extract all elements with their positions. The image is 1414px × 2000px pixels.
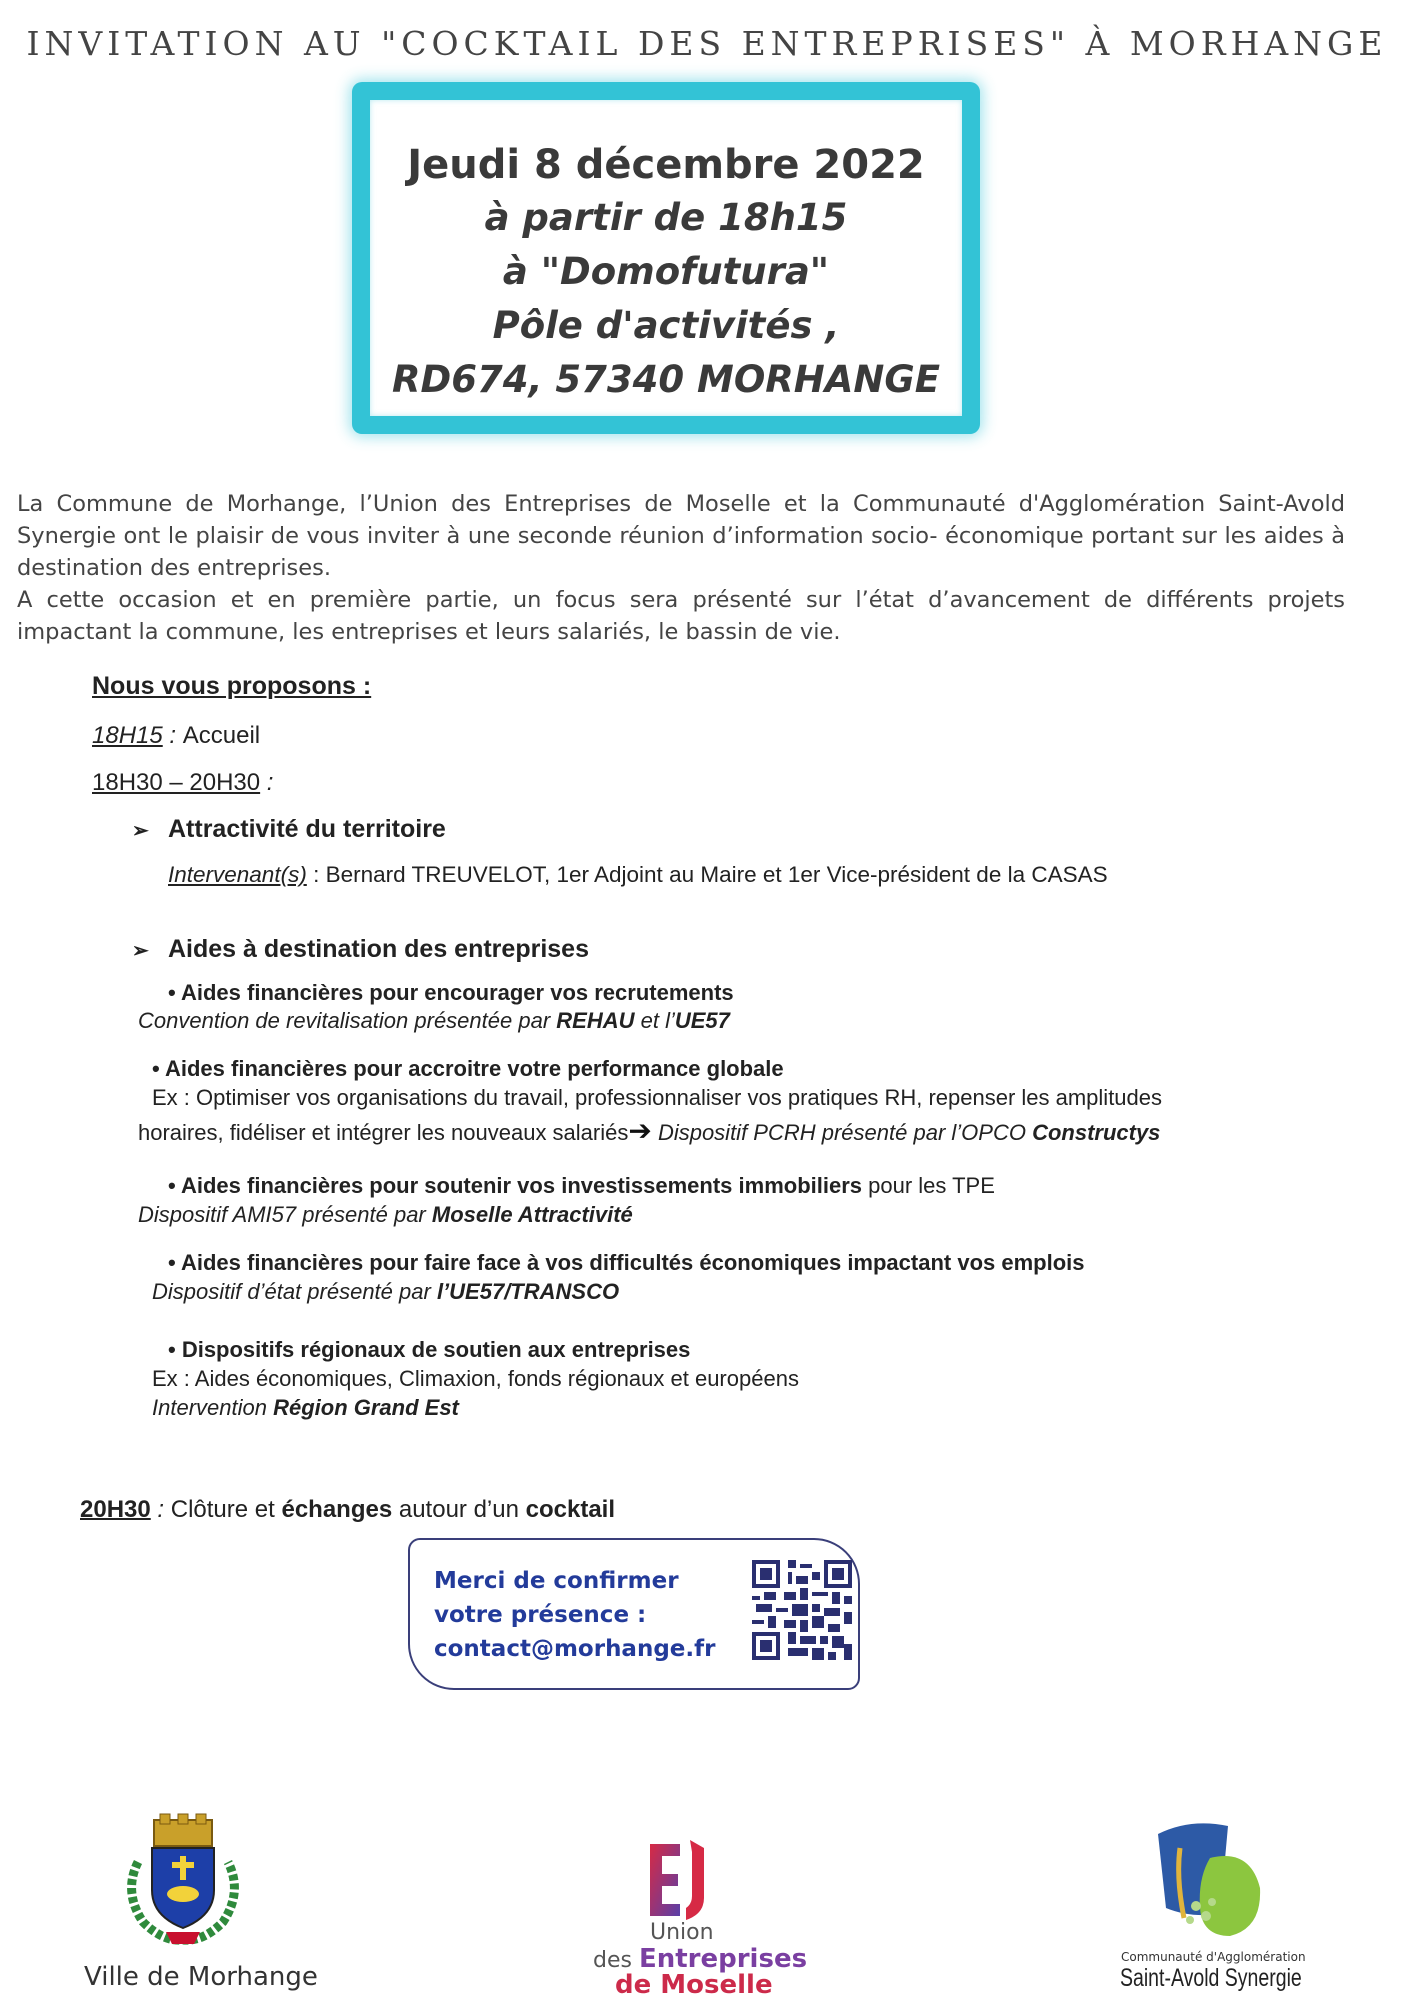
closing-bold: cocktail — [525, 1496, 616, 1523]
item-title-bold: • Aides financières pour soutenir vos investissements immobiliers — [168, 1173, 862, 1198]
ue-logo-label-2a: des — [593, 1948, 639, 1973]
slot-separator: : — [162, 722, 183, 749]
slot-separator: : — [150, 1496, 171, 1523]
slot-separator: : — [260, 769, 274, 796]
aide-item-detail — [138, 1202, 633, 1228]
saint-avold-synergie-logo — [1150, 1818, 1290, 1946]
topic-attractivite — [132, 815, 446, 844]
ue-logo-label-1: Union — [650, 1920, 714, 1945]
rsvp-email[interactable]: contact@morhange.fr — [434, 1636, 716, 1662]
invitation-title: INVITATION AU "COCKTAIL DES ENTREPRISES" À MORHANGE — [26, 24, 1388, 63]
program-heading: Nous vous proposons : — [92, 672, 372, 700]
slot-welcome — [92, 722, 260, 750]
morhange-logo-label: Ville de Morhange — [84, 1962, 318, 1992]
ue-logo-label-2b: Entreprises — [638, 1944, 808, 1974]
aide-item-detail — [152, 1395, 459, 1421]
slot-welcome-label: Accueil — [182, 722, 261, 749]
detail-bold: REHAU — [556, 1008, 635, 1033]
aide-item-detail — [138, 1114, 1160, 1147]
detail-bold: Région Grand Est — [273, 1395, 459, 1420]
topic-title: Aides à destination des entreprises — [168, 935, 589, 963]
event-address: RD674, 57340 MORHANGE — [392, 358, 940, 401]
detail-bold: Moselle Attractivité — [431, 1202, 633, 1227]
aide-item-detail — [152, 1279, 619, 1305]
detail-text: horaires, fidéliser et intégrer les nouveaux salariés — [138, 1120, 629, 1145]
intro-paragraph-1: La Commune de Morhange, l’Union des Entreprises de Moselle et la Communauté d'Agglomération Saint-Avold Synergie ont le plaisir de vous inviter à une seconde réunion d’information socio- économique portant sur les aides à destination des entreprises. — [17, 491, 1345, 581]
arrowhead-bullet-icon: ➢ — [132, 820, 149, 842]
slot-main — [92, 769, 273, 797]
morhange-coat-of-arms-logo — [118, 1812, 248, 1952]
item-title-suffix: pour les TPE — [862, 1173, 995, 1198]
slot-main-time: 18H30 – 20H30 — [92, 769, 261, 796]
closing-text: autour d’un — [392, 1496, 526, 1523]
speaker-label: Intervenant(s) — [168, 862, 307, 887]
aide-item-title: • Aides financières pour accroitre votre performance globale — [152, 1056, 784, 1081]
closing-bold: échanges — [281, 1496, 393, 1523]
closing-slot — [80, 1496, 615, 1524]
detail-text: et l’ — [634, 1008, 675, 1033]
aide-item-detail — [138, 1008, 730, 1034]
detail-text: Dispositif AMI57 présenté par — [138, 1202, 432, 1227]
intro-paragraph-2: A cette occasion et en première partie, un focus sera présenté sur l’état d’avancement de différents projets impactant la commune, les entreprises et leurs salariés, le bassin de vie. — [17, 587, 1345, 645]
arrow-right-icon: ➔ — [628, 1115, 652, 1146]
intro-text — [17, 488, 1345, 648]
casas-logo-label-1: Communauté d'Agglomération — [1121, 1950, 1306, 1964]
ue-moselle-logo — [646, 1838, 726, 1922]
rsvp-line-2: votre présence : — [434, 1602, 647, 1628]
detail-text: Dispositif PCRH présenté par l’OPCO — [651, 1120, 1033, 1145]
topic-title: Attractivité du territoire — [168, 815, 446, 843]
event-time: à partir de 18h15 — [484, 196, 848, 239]
aide-item-line: Ex : Aides économiques, Climaxion, fonds régionaux et européens — [152, 1366, 799, 1391]
ue-logo-label-3: de Moselle — [615, 1970, 773, 2000]
event-date: Jeudi 8 décembre 2022 — [407, 142, 925, 188]
closing-time: 20H30 — [80, 1496, 151, 1523]
detail-text: Intervention — [152, 1395, 274, 1420]
topic-aides — [132, 935, 589, 964]
aide-item-line: Ex : Optimiser vos organisations du travail, professionnaliser vos pratiques RH, repenser les amplitudes — [152, 1085, 1163, 1110]
event-details-box — [352, 82, 980, 434]
detail-bold: Constructys — [1032, 1120, 1161, 1145]
aide-item-title: • Aides financières pour faire face à vos difficultés économiques impactant vos emplois — [168, 1250, 1085, 1275]
event-area: Pôle d'activités , — [492, 304, 840, 347]
rsvp-line-1: Merci de confirmer — [434, 1568, 679, 1594]
detail-bold: UE57 — [674, 1008, 730, 1033]
rsvp-box — [408, 1538, 860, 1690]
speaker-text: : Bernard TREUVELOT, 1er Adjoint au Maire et 1er Vice-président de la CASAS — [306, 862, 1108, 887]
qr-code-icon[interactable] — [752, 1560, 852, 1660]
detail-bold: l’UE57/TRANSCO — [436, 1279, 620, 1304]
detail-text: Convention de revitalisation présentée par — [138, 1008, 557, 1033]
slot-welcome-time: 18H15 — [92, 722, 163, 749]
casas-logo-label-2: Saint-Avold Synergie — [1120, 1964, 1302, 1992]
closing-text: Clôture et — [170, 1496, 282, 1523]
event-venue: à "Domofutura" — [502, 250, 830, 293]
detail-text: Dispositif d’état présenté par — [152, 1279, 437, 1304]
topic-speaker — [168, 862, 1108, 888]
arrowhead-bullet-icon: ➢ — [132, 940, 149, 962]
aide-item-title — [168, 1173, 995, 1199]
aide-item-title: • Aides financières pour encourager vos recrutements — [168, 980, 734, 1005]
aide-item-title: • Dispositifs régionaux de soutien aux entreprises — [168, 1337, 691, 1362]
